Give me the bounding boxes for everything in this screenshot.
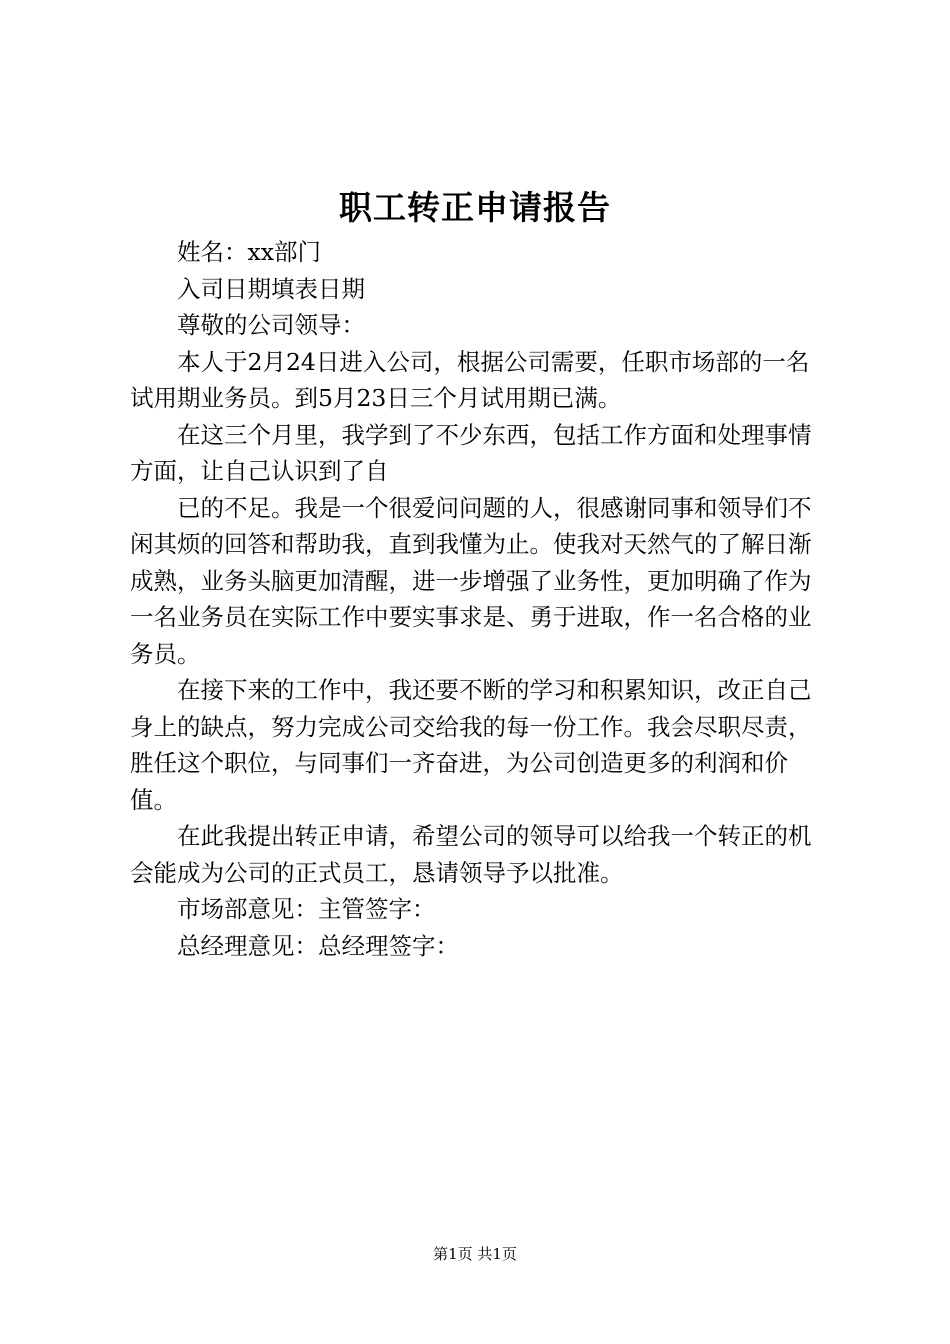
name-department-line: 姓名：xx部门 bbox=[177, 238, 322, 266]
self-assessment-paragraph: 已的不足。我是一个很爱问问题的人，很感谢同事和领导们不闲其烦的回答和帮助我，直到我懂为止。使我对天然气的了解日渐成熟，业务头脑更加清醒，进一步增强了业务性，更加明确了作为一名业务员在实际工作中要实事求是、勇于进取，作一名合格的业务员。 bbox=[130, 493, 812, 668]
department-opinion-line: 市场部意见：主管签字： bbox=[177, 895, 436, 923]
entry-date-line: 入司日期填表日期 bbox=[177, 274, 365, 303]
document-body bbox=[130, 234, 830, 964]
salutation: 尊敬的公司领导： bbox=[177, 311, 365, 339]
learning-paragraph: 在这三个月里，我学到了不少东西，包括工作方面和处理事情方面，让自己认识到了自 bbox=[130, 420, 812, 485]
manager-opinion-line: 总经理意见：总经理签字： bbox=[177, 931, 459, 960]
intro-paragraph: 本人于2月24日进入公司，根据公司需要，任职市场部的一名试用期业务员。到5月23日三个月试用期已满。 bbox=[130, 347, 810, 412]
page-footer: 第1页 共1页 bbox=[433, 1245, 517, 1263]
document-title: 职工转正申请报告 bbox=[339, 188, 611, 227]
future-plan-paragraph: 在接下来的工作中，我还要不断的学习和积累知识，改正自己身上的缺点，努力完成公司交给我的每一份工作。我会尽职尽责，胜任这个职位，与同事们一齐奋进，为公司创造更多的利润和价值。 bbox=[130, 676, 812, 814]
application-paragraph: 在此我提出转正申请，希望公司的领导可以给我一个转正的机会能成为公司的正式员工，恳请领导予以批准。 bbox=[130, 822, 812, 887]
